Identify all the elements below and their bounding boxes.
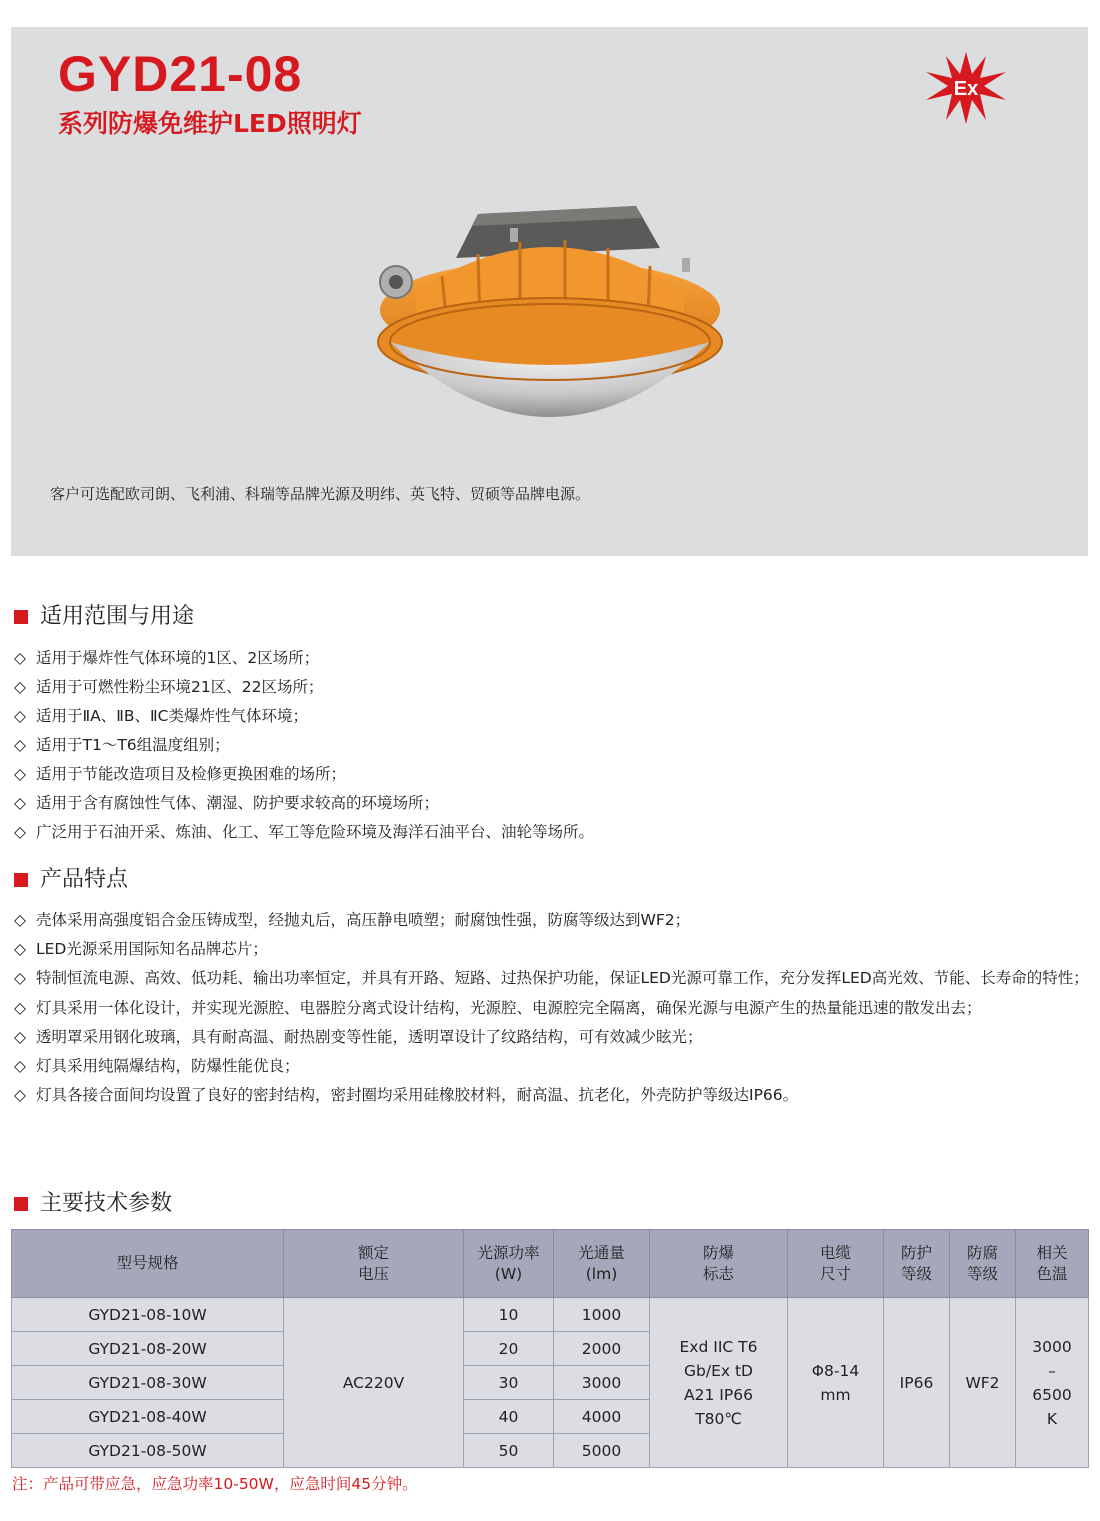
list-item [14, 789, 594, 818]
list-item [14, 1023, 1092, 1052]
cell-flux: 1000 [554, 1298, 650, 1332]
cell-flux: 5000 [554, 1434, 650, 1468]
diamond-bullet-icon: ◇ [14, 911, 26, 929]
header-cct: 相关 色温 [1016, 1230, 1089, 1298]
header-ip: 防护 等级 [884, 1230, 950, 1298]
list-item [14, 994, 1092, 1023]
list-item [14, 673, 594, 702]
diamond-bullet-icon: ◇ [14, 736, 26, 754]
list-item-text: 灯具各接合面间均设置了良好的密封结构，密封圈均采用硅橡胶材料，耐高温、抗老化，外壳防护等级达IP66。 [36, 1086, 799, 1105]
list-item-text: LED光源采用国际知名品牌芯片； [36, 940, 268, 959]
cell-corrosion: WF2 [950, 1298, 1016, 1468]
header-model: 型号规格 [12, 1230, 284, 1298]
cell-power: 50 [464, 1434, 554, 1468]
header-cable: 电缆 尺寸 [788, 1230, 884, 1298]
diamond-bullet-icon: ◇ [14, 707, 26, 725]
header-power: 光源功率 (W) [464, 1230, 554, 1298]
list-item-text: 灯具采用一体化设计，并实现光源腔、电器腔分离式设计结构，光源腔、电源腔完全隔离，确保光源与电源产生的热量能迅速的散发出去； [36, 998, 982, 1017]
cell-flux: 4000 [554, 1400, 650, 1434]
header-voltage: 额定 电压 [284, 1230, 464, 1298]
cell-model: GYD21-08-40W [12, 1400, 284, 1434]
table-row [12, 1298, 1089, 1332]
ex-mark-label: Ex [953, 78, 979, 100]
cell-flux: 2000 [554, 1332, 650, 1366]
hero-note: 客户可选配欧司朗、飞利浦、科瑞等品牌光源及明纬、英飞特、贸硕等品牌电源。 [50, 485, 591, 503]
diamond-bullet-icon: ◇ [14, 969, 26, 988]
diamond-bullet-icon: ◇ [14, 765, 26, 783]
diamond-bullet-icon: ◇ [14, 998, 26, 1017]
list-item-text: 适用于节能改造项目及检修更换困难的场所； [36, 765, 347, 783]
footnote: 注：产品可带应急，应急功率10-50W，应急时间45分钟。 [12, 1475, 418, 1493]
cell-cable: Φ8-14 mm [788, 1298, 884, 1468]
list-item [14, 644, 594, 673]
header-ex-marking: 防爆 标志 [650, 1230, 788, 1298]
header-corrosion: 防腐 等级 [950, 1230, 1016, 1298]
cell-cct: 3000 – 6500 K [1016, 1298, 1089, 1468]
diamond-bullet-icon: ◇ [14, 1027, 26, 1046]
cell-power: 40 [464, 1400, 554, 1434]
list-item-text: 适用于ⅡA、ⅡB、ⅡC类爆炸性气体环境； [36, 707, 308, 725]
list-item-text: 适用于可燃性粉尘环境21区、22区场所； [36, 678, 324, 696]
list-item-text: 广泛用于石油开采、炼油、化工、军工等危险环境及海洋石油平台、油轮等场所。 [36, 823, 595, 841]
section-marker-icon [14, 1197, 28, 1211]
list-item [14, 760, 594, 789]
list-item [14, 1081, 1092, 1110]
diamond-bullet-icon: ◇ [14, 649, 26, 667]
list-item [14, 906, 1092, 935]
list-item [14, 818, 594, 847]
cell-model: GYD21-08-50W [12, 1434, 284, 1468]
diamond-bullet-icon: ◇ [14, 1057, 26, 1076]
list-item [14, 731, 594, 760]
list-item-text: 适用于含有腐蚀性气体、潮湿、防护要求较高的环境场所； [36, 794, 440, 812]
cell-model: GYD21-08-10W [12, 1298, 284, 1332]
section-marker-icon [14, 873, 28, 887]
cell-voltage: AC220V [284, 1298, 464, 1468]
cell-power: 30 [464, 1366, 554, 1400]
list-item-text: 透明罩采用钢化玻璃，具有耐高温、耐热剧变等性能，透明罩设计了纹路结构，可有效减少眩光； [36, 1027, 703, 1046]
section-marker-icon [14, 610, 28, 624]
section-heading-features [14, 865, 128, 895]
section-heading-scope [14, 602, 194, 632]
section-heading-specs [14, 1189, 172, 1219]
diamond-bullet-icon: ◇ [14, 678, 26, 696]
diamond-bullet-icon: ◇ [14, 1086, 26, 1105]
diamond-bullet-icon: ◇ [14, 940, 26, 959]
list-item [14, 935, 1092, 964]
features-list [14, 906, 1092, 1110]
cell-power: 20 [464, 1332, 554, 1366]
list-item-text: 适用于T1～T6组温度组别； [36, 736, 230, 754]
list-item [14, 964, 1092, 993]
section-title: 主要技术参数 [40, 1191, 173, 1216]
model-title: GYD21-08 [58, 46, 303, 102]
list-item-text: 壳体采用高强度铝合金压铸成型，经抛丸后，高压静电喷塑；耐腐蚀性强，防腐等级达到WF2； [36, 911, 691, 929]
list-item [14, 1052, 1092, 1081]
cell-ip: IP66 [884, 1298, 950, 1468]
header-flux: 光通量 (lm) [554, 1230, 650, 1298]
list-item-text: 特制恒流电源、高效、低功耗、输出功率恒定，并具有开路、短路、过热保护功能，保证LED光源可靠工作，充分发挥LED高光效、节能、长寿命的特性； [36, 969, 1089, 988]
cell-ex-marking: Exd IIC T6 Gb/Ex tD A21 IP66 T80℃ [650, 1298, 788, 1468]
cell-power: 10 [464, 1298, 554, 1332]
lamp-product-image [360, 192, 740, 432]
table-header-row [12, 1230, 1089, 1298]
cell-model: GYD21-08-20W [12, 1332, 284, 1366]
list-item-text: 适用于爆炸性气体环境的1区、2区场所； [36, 649, 320, 667]
diamond-bullet-icon: ◇ [14, 823, 26, 841]
product-subtitle: 系列防爆免维护LED照明灯 [58, 109, 362, 138]
list-item [14, 702, 594, 731]
scope-list [14, 644, 594, 847]
list-item-text: 灯具采用纯隔爆结构，防爆性能优良； [36, 1057, 300, 1076]
diamond-bullet-icon: ◇ [14, 794, 26, 812]
section-title: 产品特点 [40, 867, 129, 892]
spec-table [11, 1229, 1089, 1468]
cell-model: GYD21-08-30W [12, 1366, 284, 1400]
ex-mark-icon [924, 50, 1008, 126]
section-title: 适用范围与用途 [40, 604, 195, 629]
cell-flux: 3000 [554, 1366, 650, 1400]
